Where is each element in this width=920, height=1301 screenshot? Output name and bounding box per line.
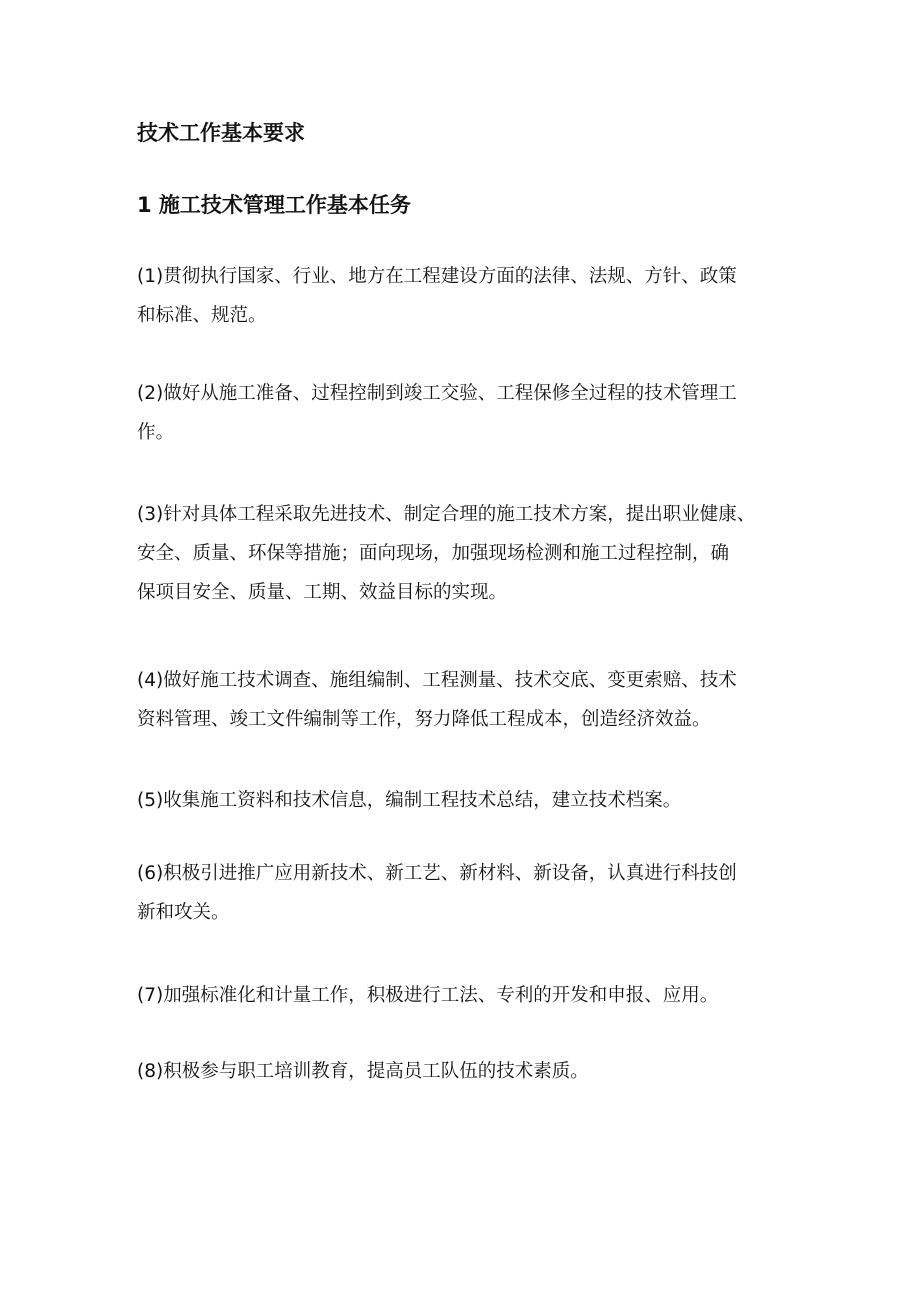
list-item-6	[137, 854, 793, 932]
document-title: 技术工作基本要求	[137, 121, 305, 145]
list-item-line: (2)做好从施工准备、过程控制到竣工交验、工程保修全过程的技术管理工	[137, 383, 737, 404]
list-item-line: 新和攻关。	[137, 902, 230, 923]
list-item-4	[137, 661, 793, 739]
list-item-2	[137, 374, 793, 452]
list-item-line: (4)做好施工技术调查、施组编制、工程测量、技术交底、变更索赔、技术	[137, 670, 737, 691]
list-item-line: 和标准、规范。	[137, 305, 267, 326]
list-item-8	[137, 1052, 793, 1091]
list-item-line: 资料管理、竣工文件编制等工作，努力降低工程成本，创造经济效益。	[137, 709, 711, 730]
section-heading: 1 施工技术管理工作基本任务	[137, 193, 411, 217]
list-item-3	[137, 495, 793, 612]
list-item-line: (8)积极参与职工培训教育，提高员工队伍的技术素质。	[137, 1061, 589, 1082]
list-item-line: (6)积极引进推广应用新技术、新工艺、新材料、新设备，认真进行科技创	[137, 863, 737, 884]
list-item-line: 安全、质量、环保等措施；面向现场，加强现场检测和施工过程控制，确	[137, 543, 730, 564]
list-item-line: (1)贯彻执行国家、行业、地方在工程建设方面的法律、法规、方针、政策	[137, 266, 737, 287]
list-item-1	[137, 257, 793, 335]
list-item-line: (7)加强标准化和计量工作，积极进行工法、专利的开发和申报、应用。	[137, 985, 719, 1006]
list-item-7	[137, 976, 793, 1015]
list-item-5	[137, 781, 793, 820]
list-item-line: 作。	[137, 422, 175, 443]
list-item-line: (3)针对具体工程采取先进技术、制定合理的施工技术方案，提出职业健康、	[137, 504, 756, 525]
list-item-line: (5)收集施工资料和技术信息，编制工程技术总结，建立技术档案。	[137, 790, 682, 811]
list-item-line: 保项目安全、质量、工期、效益目标的实现。	[137, 582, 508, 603]
